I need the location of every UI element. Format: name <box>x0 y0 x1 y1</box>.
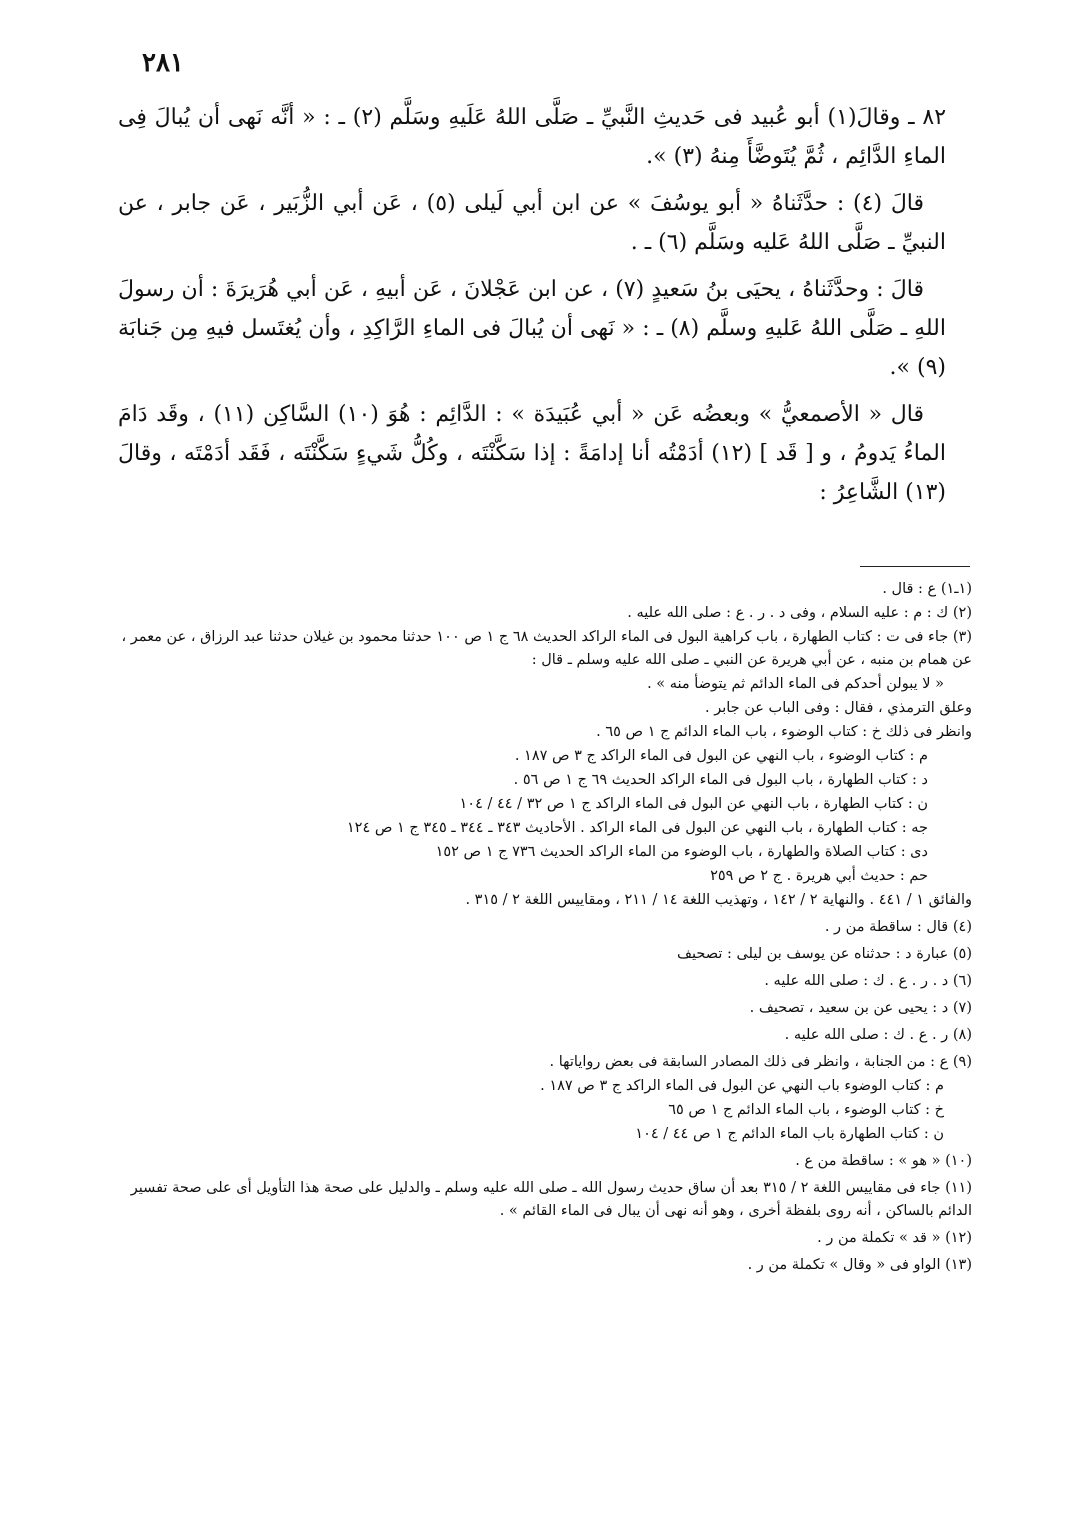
footnote-4: (٤) قال : ساقطة من ر . <box>824 919 972 935</box>
footnote-8: (٨) ر . ع . ك : صلى الله عليه . <box>784 1027 972 1043</box>
footnote-5: (٥) عبارة د : حدثناه عن يوسف بن ليلى : تصحيف <box>677 946 972 962</box>
footnote-13: (١٣) الواو فى « وقال » تكملة من ر . <box>747 1257 972 1273</box>
main-paragraph-commentary: قال « الأصمعيُّ » وبعضُه عَن « أبي عُبَيدَة » : الدَّائِم : هُوَ (١٠) السَّاكِن (١١) ، وقَد دَامَ الماءُ يَدومُ ، و [ قَد ] (١٢) أدَمْتُه أنا إدامَةً : إذا سَكَّنْتَه ، وكُلُّ شَيءٍ سَكَّنْتَه ، فَقَد أدَمْتَه ، وقالَ (١٣) الشَّاعِرُ : <box>118 402 946 505</box>
footnote-9-ref-bukhari: خ : كتاب الوضوء ، باب الماء الدائم ج ١ ص ٦٥ <box>668 1102 944 1118</box>
footnotes <box>116 578 972 1278</box>
main-paragraph-isnad-1: قالَ (٤) : حدَّثَناهُ « أبو يوسُفَ » عن ابن أبي لَيلى (٥) ، عَن أبي الزُّبَير ، عَن جابر ، عن النبيِّ ـ صَلَّى اللهُ عَليه وسَلَّم (٦) ـ . <box>118 191 946 255</box>
footnote-9-ref-muslim: م : كتاب الوضوء باب النهي عن البول فى الماء الراكد ج ٣ ص ١٨٧ . <box>540 1078 944 1094</box>
footnote-9-ref-nasai: ن : كتاب الطهارة باب الماء الدائم ج ١ ص ٤٤ / ١٠٤ <box>635 1126 944 1142</box>
footnote-3-ref-darimi: دى : كتاب الصلاة والطهارة ، باب الوضوء من الماء الراكد الحديث ٧٣٦ ج ١ ص ١٥٢ <box>435 844 928 860</box>
footnote-3-ref-lexicons: والفائق ١ / ٤٤١ . والنهاية ٢ / ١٤٢ ، وتهذيب اللغة ١٤ / ٢١١ ، ومقاييس اللغة ٢ / ٣١٥ . <box>465 892 972 908</box>
footnote-11: (١١) جاء فى مقاييس اللغة ٢ / ٣١٥ بعد أن ساق حديث رسول الله ـ صلى الله عليه وسلم ـ والدليل على صحة هذا التأويل أى على صحة تفسير الدائم بالساكن ، أنه روى بلفظة أخرى ، وهو أنه نهى أن يبال فى الماء القائم » . <box>130 1180 972 1219</box>
footnote-2: (٢) ك : م : عليه السلام ، وفى د . ر . ع : صلى الله عليه . <box>627 605 972 621</box>
footnote-divider <box>860 566 970 567</box>
footnote-1: (١ـ١) ع : قال . <box>882 581 972 597</box>
footnote-9: (٩) ع : من الجنابة ، وانظر فى ذلك المصادر السابقة فى بعض رواياتها . <box>549 1054 972 1070</box>
page-number: ٢٨١ <box>142 48 184 78</box>
main-paragraph-82: ٨٢ ـ وقالَ(١) أبو عُبيد فى حَديثِ النَّبيِّ ـ صَلَّى اللهُ عَلَيهِ وسَلَّم (٢) ـ : « أنَّه نَهى أن يُبالَ فِى الماءِ الدَّائِم ، ثُمَّ يُتَوضَّأَ مِنهُ (٣) ». <box>118 105 947 169</box>
footnote-3-ref-abudawud: د : كتاب الطهارة ، باب البول فى الماء الراكد الحديث ٦٩ ج ١ ص ٥٦ . <box>513 772 928 788</box>
footnote-3-ref-muslim: م : كتاب الوضوء ، باب النهي عن البول فى الماء الراكد ج ٣ ص ١٨٧ . <box>514 748 928 764</box>
footnote-3-ref-ahmad: حم : حديث أبي هريرة . ج ٢ ص ٢٥٩ <box>710 868 928 884</box>
main-text <box>118 98 946 520</box>
footnote-3-hadith: « لا يبولن أحدكم فى الماء الدائم ثم يتوضأ منه » . <box>647 676 944 692</box>
footnote-3-tirmidhi: وعلق الترمذي ، فقال : وفى الباب عن جابر . <box>705 700 972 716</box>
footnote-6: (٦) د . ر . ع . ك : صلى الله عليه . <box>764 973 972 989</box>
footnote-3: (٣) جاء فى ت : كتاب الطهارة ، باب كراهية البول فى الماء الراكد الحديث ٦٨ ج ١ ص ١٠٠ حدثنا محمود بن غيلان حدثنا عبد الرزاق ، عن معمر ، عن همام بن منبه ، عن أبي هريرة عن النبي ـ صلى الله عليه وسلم ـ قال : <box>121 629 972 668</box>
footnote-12: (١٢) « قد » تكملة من ر . <box>817 1230 972 1246</box>
footnote-10: (١٠) « هو » : ساقطة من ع . <box>795 1153 972 1169</box>
footnote-3-ref-nasai: ن : كتاب الطهارة ، باب النهي عن البول فى الماء الراكد ج ١ ص ٣٢ / ٤٤ / ١٠٤ <box>459 796 928 812</box>
main-paragraph-isnad-2: قالَ : وحدَّثَناهُ ، يحيَى بنُ سَعيدٍ (٧) ، عن ابن عَجْلانَ ، عَن أبيهِ ، عَن أبي هُرَيرَةَ : أن رسولَ اللهِ ـ صَلَّى اللهُ عَليهِ وسلَّم (٨) ـ : « نَهى أن يُبالَ فى الماءِ الرَّاكِدِ ، وأن يُغتَسل فيهِ مِن جَنابَة (٩) ». <box>118 277 946 380</box>
footnote-3-ref-bukhari: وانظر فى ذلك خ : كتاب الوضوء ، باب الماء الدائم ج ١ ص ٦٥ . <box>596 724 972 740</box>
footnote-7: (٧) د : يحيى عن بن سعيد ، تصحيف . <box>749 1000 972 1016</box>
footnote-3-ref-ibnmajah: جه : كتاب الطهارة ، باب النهي عن البول فى الماء الراكد . الأحاديث ٣٤٣ ـ ٣٤٤ ـ ٣٤٥ ج ١ ص ١٢٤ <box>346 820 928 836</box>
